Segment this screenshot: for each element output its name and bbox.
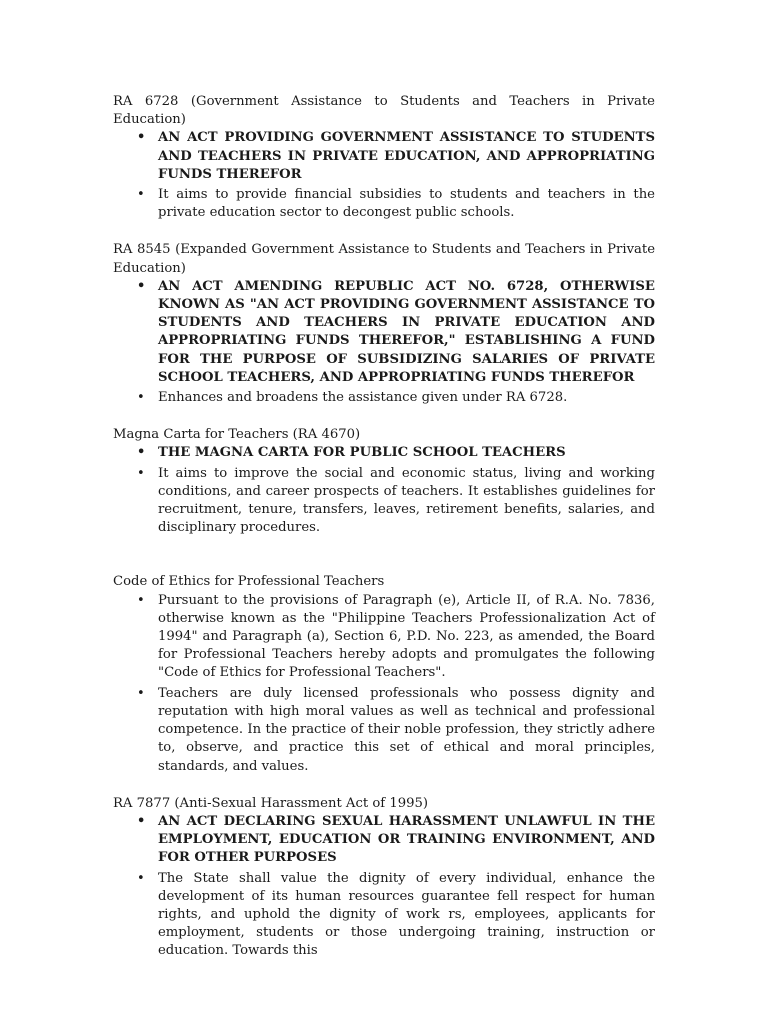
section-heading: RA 8545 (Expanded Government Assistance to Students and Teachers in Private Education) — [113, 242, 655, 276]
act-title-bullet: • AN ACT PROVIDING GOVERNMENT ASSISTANCE TO STUDENTS AND TEACHERS IN PRIVATE EDUCATION, AND APPROPRIATING FUNDS THEREFOR — [158, 129, 655, 184]
bullet-list — [113, 444, 655, 537]
description-bullet: • Teachers are duly licensed professionals who possess dignity and reputation with high moral values as well as technical and professional competence. In the practice of their noble profession, they strictly adhere to, observe, and practice this set of ethical and moral principles, standards, and values. — [158, 685, 655, 776]
section-code-of-ethics — [113, 573, 655, 775]
section-spacer — [113, 778, 655, 795]
section-spacer — [113, 409, 655, 426]
description-bullet: • The State shall value the dignity of every individual, enhance the development of its human resources guarantee fell respect for human rights, and uphold the dignity of work rs, employees, applicants for employment, students or those undergoing training, instruction or education. Towards this — [158, 870, 655, 961]
section-heading: Magna Carta for Teachers (RA 4670) — [113, 427, 361, 443]
section-heading: RA 7877 (Anti-Sexual Harassment Act of 1995) — [113, 795, 429, 811]
section-ra-8545 — [113, 241, 655, 407]
bullet-list — [113, 592, 655, 776]
section-ra-7877 — [113, 795, 655, 961]
document-page — [113, 93, 655, 963]
bullet-list — [113, 813, 655, 961]
description-bullet: • It aims to improve the social and economic status, living and working conditions, and career prospects of teachers. It establishes guidelines for recruitment, tenure, transfers, leaves, retirement benefits, salaries, and disciplinary procedures. — [158, 465, 655, 538]
section-spacer — [113, 224, 655, 241]
section-magna-carta — [113, 426, 655, 537]
description-bullet: • It aims to provide financial subsidies to students and teachers in the private education sector to decongest public schools. — [158, 186, 655, 222]
description-bullet: • Enhances and broadens the assistance given under RA 6728. — [158, 389, 655, 407]
section-ra-6728 — [113, 93, 655, 222]
act-title-bullet: • THE MAGNA CARTA FOR PUBLIC SCHOOL TEACHERS — [158, 444, 655, 462]
section-spacer — [113, 539, 655, 573]
section-heading: Code of Ethics for Professional Teachers — [113, 574, 385, 590]
section-heading: RA 6728 (Government Assistance to Students and Teachers in Private Education) — [113, 94, 655, 128]
bullet-list — [113, 278, 655, 407]
act-title-bullet: • AN ACT AMENDING REPUBLIC ACT NO. 6728, OTHERWISE KNOWN AS "AN ACT PROVIDING GOVERNMENT ASSISTANCE TO STUDENTS AND TEACHERS IN PRIVATE EDUCATION AND APPROPRIATING FUNDS THEREFOR," ESTABLISHING A FUND FOR THE PURPOSE OF SUBSIDIZING SALARIES OF PRIVATE SCHOOL TEACHERS, AND APPROPRIATING FUNDS THEREFOR — [158, 278, 655, 387]
act-title-bullet: • AN ACT DECLARING SEXUAL HARASSMENT UNLAWFUL IN THE EMPLOYMENT, EDUCATION OR TRAINING ENVIRONMENT, AND FOR OTHER PURPOSES — [158, 813, 655, 868]
bullet-list — [113, 129, 655, 222]
description-bullet: • Pursuant to the provisions of Paragraph (e), Article II, of R.A. No. 7836, otherwise known as the "Philippine Teachers Professionalization Act of 1994" and Paragraph (a), Section 6, P.D. No. 223, as amended, the Board for Professional Teachers hereby adopts and promulgates the following "Code of Ethics for Professional Teachers". — [158, 592, 655, 683]
